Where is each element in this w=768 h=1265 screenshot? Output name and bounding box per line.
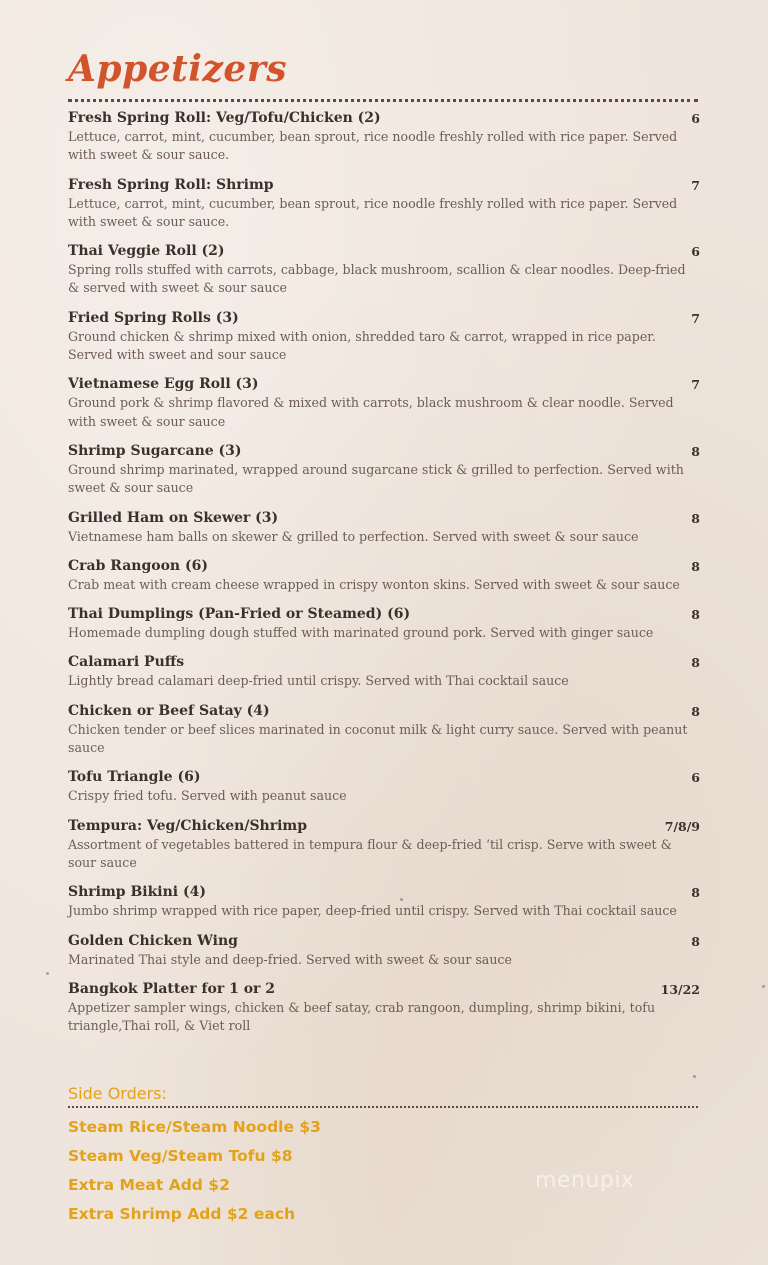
- menu-item-name: Tempura: Veg/Chicken/Shrimp: [68, 817, 308, 834]
- menu-item: [68, 242, 700, 298]
- menu-item-name: Crab Rangoon (6): [68, 557, 208, 574]
- menu-item-name: Calamari Puffs: [68, 654, 185, 671]
- side-orders-list: [68, 1113, 321, 1229]
- menu-item-description: Vietnamese ham balls on skewer & grilled to perfection. Served with sweet & sour sauce: [68, 528, 639, 544]
- menu-item-name: Thai Veggie Roll (2): [68, 243, 225, 260]
- menu-item-name: Vietnamese Egg Roll (3): [68, 376, 259, 393]
- menu-item-name: Golden Chicken Wing: [68, 932, 238, 949]
- menu-item-price: 8: [691, 510, 700, 526]
- menu-item-description: Crab meat with cream cheese wrapped in crispy wonton skins. Served with sweet & sour sauce: [68, 576, 680, 592]
- menu-item-description: Appetizer sampler wings, chicken & beef satay, crab rangoon, dumpling, shrimp bikini, tofu triangle,Thai roll, & Viet roll: [68, 999, 656, 1034]
- paper-speck: [46, 972, 49, 975]
- side-order-item: Extra Meat Add $2: [68, 1176, 230, 1194]
- menu-item-price: 7/8/9: [664, 818, 700, 834]
- title-divider: [68, 99, 698, 102]
- menu-item-description: Jumbo shrimp wrapped with rice paper, deep-fried until crispy. Served with Thai cocktail sauce: [68, 903, 677, 919]
- menu-item: [68, 605, 700, 642]
- menu-item: [68, 375, 700, 431]
- menu-item-price: 6: [691, 244, 700, 260]
- appetizer-list: [68, 109, 700, 1046]
- menu-item-description: Lightly bread calamari deep-fried until crispy. Served with Thai cocktail sauce: [68, 673, 569, 689]
- menu-item-price: 8: [691, 885, 700, 901]
- menu-item-description: Ground pork & shrimp flavored & mixed with carrots, black mushroom & clear noodle. Served with sweet & sour sauce: [68, 395, 674, 429]
- menu-item-description: Ground shrimp marinated, wrapped around sugarcane stick & grilled to perfection. Served with sweet & sour sauce: [68, 461, 684, 496]
- menu-item-description: Lettuce, carrot, mint, cucumber, bean sprout, rice noodle freshly rolled with rice paper. Served with sweet & sour sauce.: [68, 129, 678, 163]
- menu-item-price: 8: [691, 607, 700, 623]
- menu-item-name: Bangkok Platter for 1 or 2: [68, 980, 276, 997]
- menu-item-price: 7: [691, 377, 700, 393]
- side-orders-divider: [68, 1106, 698, 1108]
- paper-speck: [244, 797, 247, 800]
- menu-item-description: Lettuce, carrot, mint, cucumber, bean sprout, rice noodle freshly rolled with rice paper. Served with sweet & sour sauce.: [68, 195, 678, 229]
- paper-speck: [693, 1075, 696, 1078]
- menu-item: [68, 932, 700, 969]
- menu-item-description: Crispy fried tofu. Served with peanut sauce: [68, 788, 347, 804]
- menu-item-price: 8: [691, 443, 700, 459]
- menu-item-price: 6: [691, 770, 700, 786]
- menu-item: [68, 557, 700, 594]
- menu-item-name: Thai Dumplings (Pan-Fried or Steamed) (6): [68, 606, 411, 623]
- side-order-item: Steam Rice/Steam Noodle $3: [68, 1118, 321, 1136]
- menu-item-description: Spring rolls stuffed with carrots, cabbage, black mushroom, scallion & clear noodles. Deep-fried & served with sweet & sour sauce: [68, 262, 686, 296]
- menu-item-name: Fresh Spring Roll: Shrimp: [68, 176, 274, 193]
- menu-item-price: 8: [691, 703, 700, 719]
- menu-item-price: 8: [691, 655, 700, 671]
- menu-item-name: Shrimp Bikini (4): [68, 884, 206, 901]
- menu-item-name: Fresh Spring Roll: Veg/Tofu/Chicken (2): [68, 110, 381, 126]
- menu-item-name: Tofu Triangle (6): [68, 769, 201, 786]
- menu-item-price: 7: [691, 310, 700, 326]
- watermark-logo: menupix: [535, 1168, 635, 1193]
- menu-item-description: Chicken tender or beef slices marinated in coconut milk & light curry sauce. Served with peanut sauce: [68, 721, 688, 756]
- menu-item: [68, 702, 700, 758]
- menu-item: [68, 817, 700, 873]
- menu-item: [68, 768, 700, 805]
- side-order-item: Extra Shrimp Add $2 each: [68, 1205, 296, 1223]
- side-order-item: Steam Veg/Steam Tofu $8: [68, 1147, 293, 1165]
- menu-item-price: 13/22: [660, 981, 700, 997]
- menu-item-price: 8: [691, 558, 700, 574]
- menu-item-description: Assortment of vegetables battered in tempura flour & deep-fried ‘til crisp. Serve with sweet & sour sauce: [68, 836, 672, 870]
- side-orders-title: Side Orders:: [68, 1084, 167, 1103]
- menu-item: [68, 883, 700, 920]
- menu-item-price: 6: [691, 111, 700, 126]
- menu-item-description: Ground chicken & shrimp mixed with onion, shredded taro & carrot, wrapped in rice paper. Served with sweet and sour sauce: [68, 328, 656, 363]
- paper-speck: [762, 985, 765, 988]
- menu-item: [68, 176, 700, 232]
- menu-item: [68, 109, 700, 165]
- menu-item-name: Shrimp Sugarcane (3): [68, 442, 242, 459]
- menu-item-price: 7: [691, 177, 700, 193]
- menu-item-price: 8: [691, 933, 700, 949]
- menu-item-name: Chicken or Beef Satay (4): [68, 702, 270, 719]
- menu-item: [68, 980, 700, 1036]
- menu-item-name: Grilled Ham on Skewer (3): [68, 509, 279, 526]
- menu-item: [68, 653, 700, 690]
- section-title: Appetizers: [68, 48, 288, 90]
- menu-item-description: Marinated Thai style and deep-fried. Served with sweet & sour sauce: [68, 951, 512, 967]
- menu-item-description: Homemade dumpling dough stuffed with marinated ground pork. Served with ginger sauce: [68, 625, 654, 641]
- menu-item-name: Fried Spring Rolls (3): [68, 309, 239, 326]
- menu-item: [68, 309, 700, 365]
- menu-item: [68, 442, 700, 498]
- menu-item: [68, 509, 700, 546]
- paper-speck: [400, 898, 403, 901]
